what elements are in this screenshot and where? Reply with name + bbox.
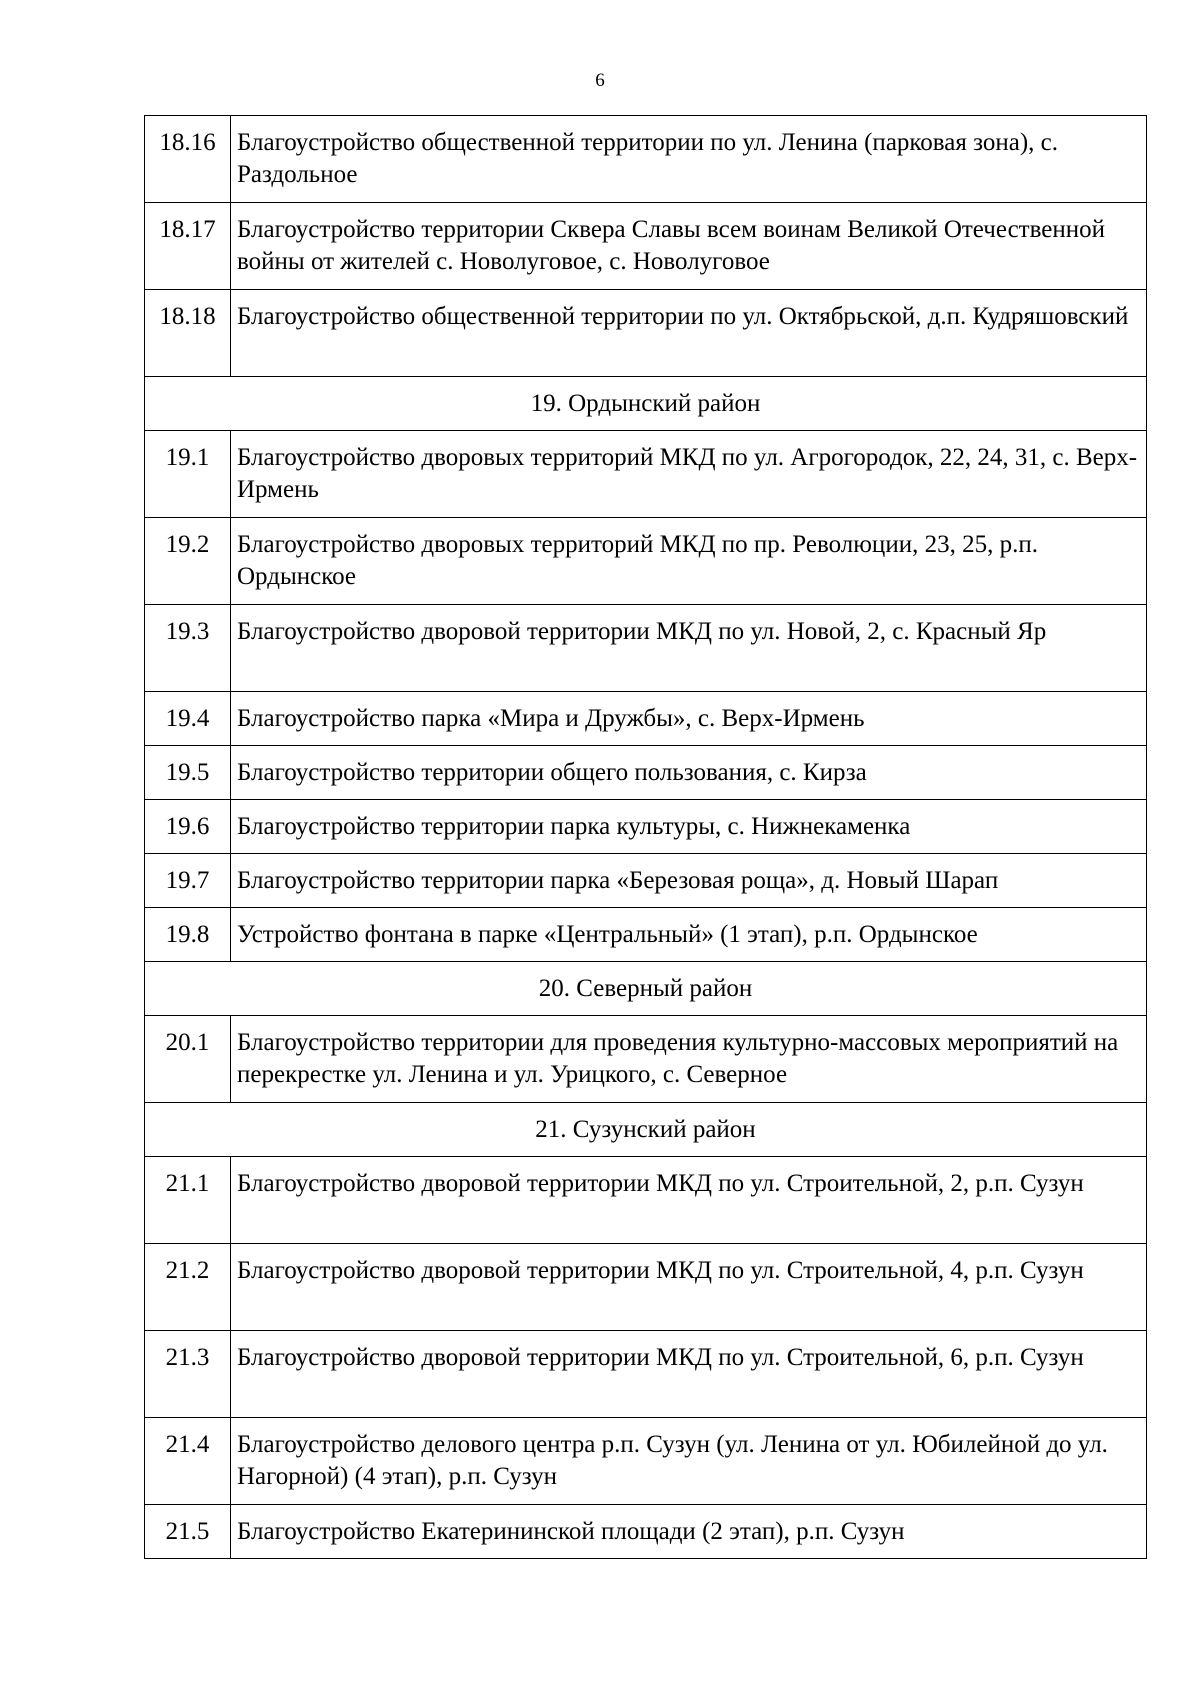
item-number: 19.1 <box>145 431 231 518</box>
item-description: Благоустройство парка «Мира и Дружбы», с. Верх-Ирмень <box>231 692 1147 746</box>
item-number: 21.2 <box>145 1244 231 1331</box>
table-row <box>145 116 1147 203</box>
item-number: 21.4 <box>145 1418 231 1505</box>
item-description: Благоустройство дворовой территории МКД по ул. Новой, 2, с. Красный Яр <box>231 605 1147 692</box>
table-row <box>145 1016 1147 1103</box>
table-row <box>145 692 1147 746</box>
section-header-row <box>145 377 1147 431</box>
table-row <box>145 290 1147 377</box>
item-description: Благоустройство территории парка культуры, с. Нижнекаменка <box>231 800 1147 854</box>
table-row <box>145 746 1147 800</box>
item-number: 18.16 <box>145 116 231 203</box>
section-title: 19. Ордынский район <box>145 377 1147 431</box>
section-title: 21. Сузунский район <box>145 1103 1147 1157</box>
item-number: 19.3 <box>145 605 231 692</box>
table-row <box>145 203 1147 290</box>
table-row <box>145 908 1147 962</box>
table-row <box>145 854 1147 908</box>
table-row <box>145 1505 1147 1559</box>
table-row <box>145 605 1147 692</box>
item-description: Благоустройство общественной территории по ул. Ленина (парковая зона), с. Раздольное <box>231 116 1147 203</box>
item-description: Благоустройство общественной территории по ул. Октябрьской, д.п. Кудряшовский <box>231 290 1147 377</box>
table-row <box>145 800 1147 854</box>
item-number: 18.18 <box>145 290 231 377</box>
item-number: 19.7 <box>145 854 231 908</box>
item-number: 21.5 <box>145 1505 231 1559</box>
item-description: Благоустройство территории для проведения культурно-массовых мероприятий на перекрестке ул. Ленина и ул. Урицкого, с. Северное <box>231 1016 1147 1103</box>
item-number: 21.1 <box>145 1157 231 1244</box>
item-number: 21.3 <box>145 1331 231 1418</box>
item-number: 19.8 <box>145 908 231 962</box>
item-description: Благоустройство делового центра р.п. Сузун (ул. Ленина от ул. Юбилейной до ул. Нагорной) (4 этап), р.п. Сузун <box>231 1418 1147 1505</box>
section-header-row <box>145 1103 1147 1157</box>
table-row <box>145 1418 1147 1505</box>
projects-table <box>144 115 1147 1559</box>
item-description: Благоустройство Екатерининской площади (2 этап), р.п. Сузун <box>231 1505 1147 1559</box>
item-number: 19.5 <box>145 746 231 800</box>
item-number: 18.17 <box>145 203 231 290</box>
item-number: 20.1 <box>145 1016 231 1103</box>
section-title: 20. Северный район <box>145 962 1147 1016</box>
table-row <box>145 518 1147 605</box>
item-number: 19.2 <box>145 518 231 605</box>
item-description: Благоустройство дворовой территории МКД по ул. Строительной, 2, р.п. Сузун <box>231 1157 1147 1244</box>
item-number: 19.6 <box>145 800 231 854</box>
table-row <box>145 1157 1147 1244</box>
item-description: Благоустройство дворовой территории МКД по ул. Строительной, 4, р.п. Сузун <box>231 1244 1147 1331</box>
item-description: Устройство фонтана в парке «Центральный» (1 этап), р.п. Ордынское <box>231 908 1147 962</box>
table-row <box>145 1244 1147 1331</box>
table-row <box>145 1331 1147 1418</box>
item-number: 19.4 <box>145 692 231 746</box>
section-header-row <box>145 962 1147 1016</box>
item-description: Благоустройство территории Сквера Славы всем воинам Великой Отечественной войны от жителей с. Новолуговое, с. Новолуговое <box>231 203 1147 290</box>
page-number: 6 <box>595 70 605 91</box>
item-description: Благоустройство дворовых территорий МКД по ул. Агрогородок, 22, 24, 31, с. Верх-Ирмень <box>231 431 1147 518</box>
item-description: Благоустройство территории общего пользования, с. Кирза <box>231 746 1147 800</box>
item-description: Благоустройство территории парка «Березовая роща», д. Новый Шарап <box>231 854 1147 908</box>
item-description: Благоустройство дворовой территории МКД по ул. Строительной, 6, р.п. Сузун <box>231 1331 1147 1418</box>
table-row <box>145 431 1147 518</box>
item-description: Благоустройство дворовых территорий МКД по пр. Революции, 23, 25, р.п. Ордынское <box>231 518 1147 605</box>
